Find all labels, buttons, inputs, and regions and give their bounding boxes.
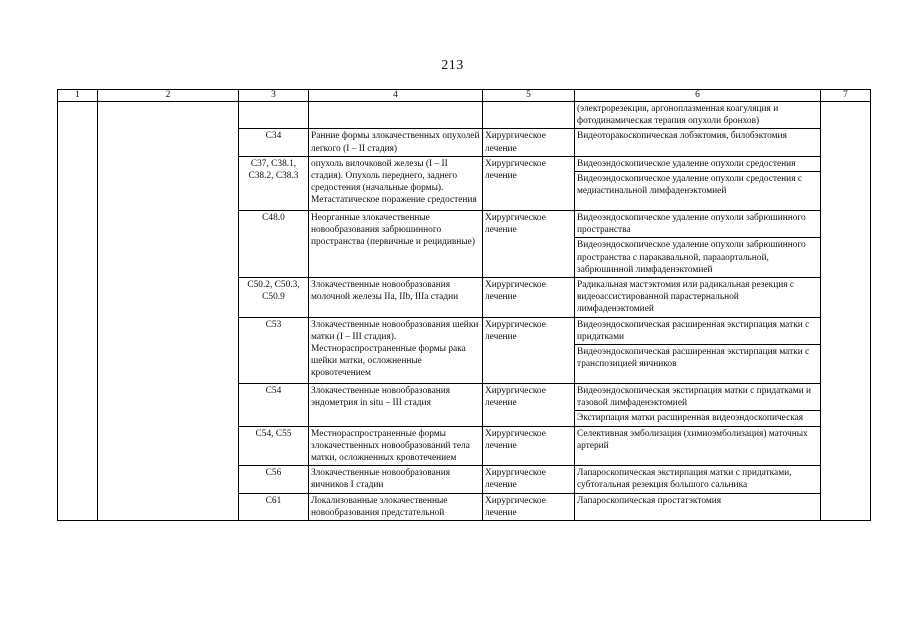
condition-cell: Локализованные злокачественные новообразования предстательной xyxy=(309,493,483,520)
code-cell: C56 xyxy=(239,466,309,493)
treatment-cell xyxy=(483,102,575,129)
condition-cell: Злокачественные новообразования молочной железы IIa, IIb, IIIa стадии xyxy=(309,278,483,318)
method-cell: Видеоэндоскопическая экстирпация матки с придатками и тазовой лимфаденэктомией xyxy=(575,384,821,411)
column-header-6: 6 xyxy=(575,90,821,102)
column-2-cell xyxy=(98,102,239,521)
treatment-cell: Хирургическое лечение xyxy=(483,211,575,278)
column-header-2: 2 xyxy=(98,90,239,102)
method-cell: Экстирпация матки расширенная видеоэндоскопическая xyxy=(575,411,821,426)
condition-cell: Злокачественные новообразования шейки матки (I – III стадия). Местнораспространенные формы рака шейки матки, осложненные кровотечением xyxy=(309,317,483,383)
column-header-4: 4 xyxy=(309,90,483,102)
method-cell: Радикальная мастэктомия или радикальная резекция с видеоассистированной парастернальной лимфаденэктомией xyxy=(575,278,821,318)
code-cell: C61 xyxy=(239,493,309,520)
condition-cell: Злокачественные новообразования эндометрия in situ – III стадия xyxy=(309,384,483,427)
condition-cell: Местнораспространенные формы злокачественных новообразований тела матки, осложненных кровотечением xyxy=(309,426,483,466)
code-cell: C48.0 xyxy=(239,211,309,278)
method-cell: Лапароскопическая экстирпация матки с придатками, субтотальная резекция большого сальника xyxy=(575,466,821,493)
condition-cell: Неорганные злокачественные новообразования забрюшинного пространства (первичные и рецидивные) xyxy=(309,211,483,278)
column-header-7: 7 xyxy=(821,90,871,102)
column-1-cell xyxy=(58,102,98,521)
table-row xyxy=(58,102,871,129)
code-cell: C54 xyxy=(239,384,309,427)
condition-cell xyxy=(309,102,483,129)
treatment-cell: Хирургическое лечение xyxy=(483,466,575,493)
column-header-3: 3 xyxy=(239,90,309,102)
code-cell: C54, C55 xyxy=(239,426,309,466)
condition-cell: Злокачественные новообразования яичников I стадии xyxy=(309,466,483,493)
code-cell xyxy=(239,102,309,129)
medical-care-table xyxy=(57,89,871,521)
page-number: 213 xyxy=(441,58,464,73)
code-cell: C53 xyxy=(239,317,309,383)
treatment-cell: Хирургическое лечение xyxy=(483,317,575,383)
condition-cell: опухоль вилочковой железы (I – II стадия). Опухоль переднего, заднего средостения (начальные формы). Метастатическое поражение средостения xyxy=(309,156,483,210)
method-cell: Видеоторакоскопическая лобэктомия, билобэктомия xyxy=(575,129,821,156)
code-cell: C37, C38.1, C38.2, C38.3 xyxy=(239,156,309,210)
treatment-cell: Хирургическое лечение xyxy=(483,156,575,210)
column-number-row xyxy=(58,90,871,102)
column-7-cell xyxy=(821,102,871,521)
treatment-cell: Хирургическое лечение xyxy=(483,278,575,318)
method-cell: Видеоэндоскопическая расширенная экстирпация матки с транспозицией яичников xyxy=(575,345,821,384)
method-cell: Селективная эмболизация (химиоэмболизация) маточных артерий xyxy=(575,426,821,466)
column-header-5: 5 xyxy=(483,90,575,102)
method-cell: Лапароскопическая простатэктомия xyxy=(575,493,821,520)
method-cell: Видеоэндоскопическое удаление опухоли средостения с медиастинальной лимфаденэктомией xyxy=(575,172,821,211)
method-cell: Видеоэндоскопическое удаление опухоли забрюшинного пространства с паракавальной, парааортальной, забрюшинной лимфаденэктомией xyxy=(575,238,821,278)
column-header-1: 1 xyxy=(58,90,98,102)
method-cell: Видеоэндоскопическая расширенная экстирпация матки с придатками xyxy=(575,317,821,344)
condition-cell: Ранние формы злокачественных опухолей легкого (I – II стадия) xyxy=(309,129,483,156)
method-cell: Видеоэндоскопическое удаление опухоли средостения xyxy=(575,156,821,171)
treatment-cell: Хирургическое лечение xyxy=(483,384,575,427)
treatment-cell: Хирургическое лечение xyxy=(483,129,575,156)
treatment-cell: Хирургическое лечение xyxy=(483,493,575,520)
method-cell: Видеоэндоскопическое удаление опухоли забрюшинного пространства xyxy=(575,211,821,238)
code-cell: C50.2, C50.3, C50.9 xyxy=(239,278,309,318)
method-cell: (электрорезекция, аргоноплазменная коагуляция и фотодинамическая терапия опухоли бронхов) xyxy=(575,102,821,129)
treatment-cell: Хирургическое лечение xyxy=(483,426,575,466)
code-cell: C34 xyxy=(239,129,309,156)
